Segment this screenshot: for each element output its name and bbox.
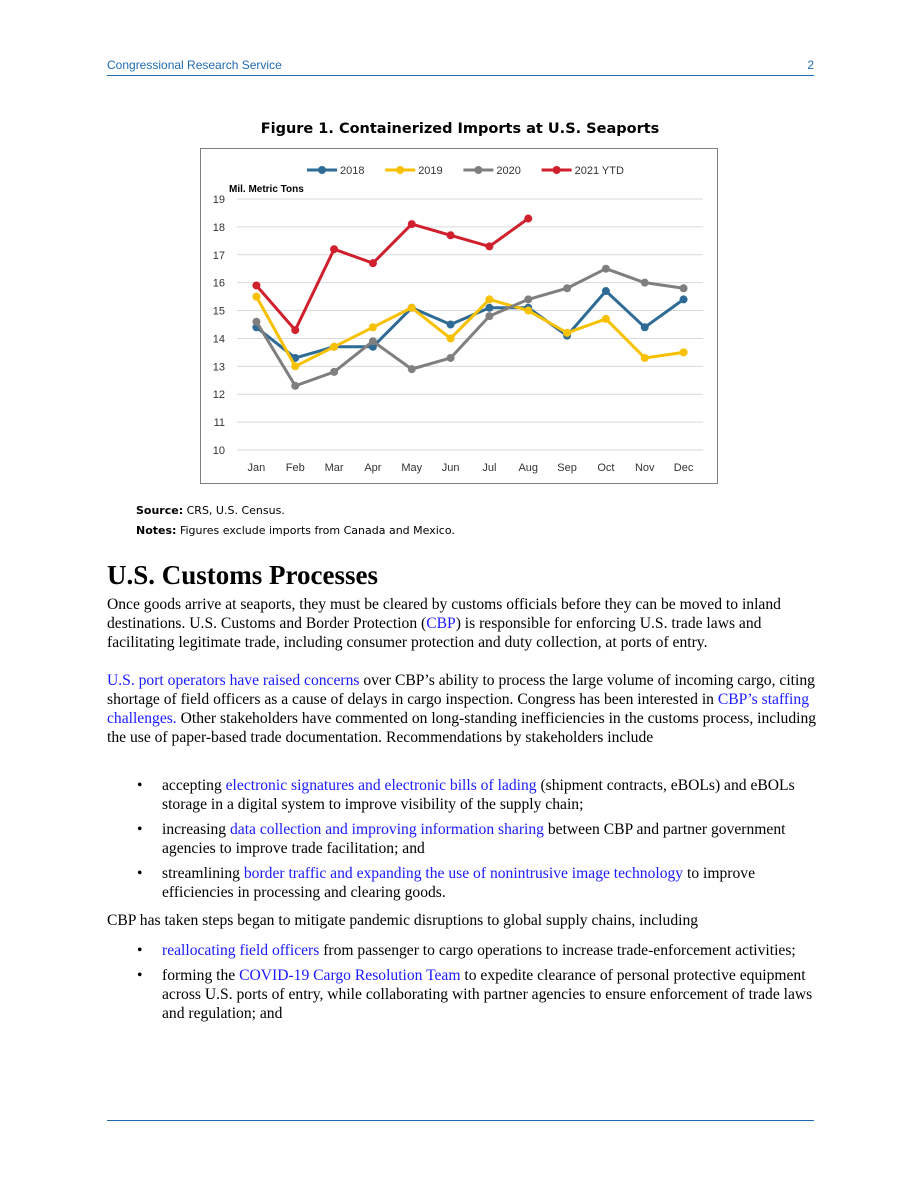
data-point — [447, 231, 455, 239]
p1-text-b: ) is responsible for enforcing U.S. trade laws and facilitating legitimate trade, including consumer protection and duty collection, at ports of entry. — [107, 615, 762, 651]
data-point — [641, 279, 649, 287]
data-point — [447, 334, 455, 342]
line-chart — [201, 149, 717, 483]
link-port-operators-concerns[interactable]: U.S. port operators have raised concerns — [107, 672, 360, 689]
link-cbp-staffing[interactable]: CBP’s staffing challenges. — [107, 691, 809, 727]
link-cbp[interactable]: CBP — [426, 615, 456, 632]
p2-text-a: over CBP’s ability to process the large volume of incoming cargo, citing shortage of field officers as a cause of delays in cargo inspection. Congress has been interested in — [107, 672, 815, 708]
y-tick-label: 11 — [213, 417, 225, 430]
x-tick-label: Nov — [634, 462, 655, 474]
data-point — [485, 295, 493, 303]
data-point — [524, 295, 532, 303]
bullet-pre: streamlining — [162, 865, 244, 882]
list-item — [107, 966, 817, 1023]
data-point — [641, 323, 649, 331]
bullet-marker: • — [137, 777, 143, 794]
legend-label: 2021 YTD — [574, 165, 624, 177]
bullet-post: to improve efficiencies in processing and clearing goods. — [162, 865, 756, 901]
p1-text-a: Once goods arrive at seaports, they must be cleared by customs officials before they can be moved to inland destinations. U.S. Customs and Border Protection ( — [107, 596, 781, 632]
notes-text: Figures exclude imports from Canada and Mexico. — [179, 524, 455, 537]
data-point — [680, 295, 688, 303]
figure-title: Figure 1. Containerized Imports at U.S. Seaports — [260, 121, 660, 137]
bullet-marker: • — [137, 821, 143, 838]
page-header — [107, 58, 814, 76]
footer-rule — [107, 1120, 814, 1121]
data-point — [485, 304, 493, 312]
y-axis-label: Mil. Metric Tons — [229, 184, 304, 195]
figure-source — [136, 504, 285, 517]
bullet-pre: accepting — [162, 777, 226, 794]
data-point — [369, 259, 377, 267]
y-tick-label: 17 — [212, 249, 225, 262]
x-tick-label: Feb — [285, 462, 305, 474]
source-label: Source: — [136, 504, 184, 517]
data-point — [408, 304, 416, 312]
paragraph-1 — [107, 595, 817, 652]
legend-swatch-marker — [474, 166, 482, 174]
bullet-post: from passenger to cargo operations to increase trade-enforcement activities; — [319, 942, 796, 959]
data-point — [524, 215, 532, 223]
x-tick-label: Aug — [518, 462, 539, 474]
x-tick-label: Dec — [673, 462, 694, 474]
link-border-traffic[interactable]: border traffic and expanding the use of nonintrusive image technology — [243, 865, 684, 882]
x-tick-label: Mar — [324, 462, 344, 474]
legend-swatch-marker — [396, 166, 404, 174]
y-tick-label: 18 — [212, 221, 225, 234]
data-point — [485, 242, 493, 250]
data-point — [680, 348, 688, 356]
bullet-pre: increasing — [162, 821, 230, 838]
paragraph-3: CBP has taken steps began to mitigate pandemic disruptions to global supply chains, including — [107, 912, 699, 929]
data-point — [369, 337, 377, 345]
list-item — [107, 820, 817, 858]
link-electronic-signatures[interactable]: electronic signatures and electronic bills of lading — [225, 777, 537, 794]
bullet-marker: • — [137, 865, 143, 882]
section-heading: U.S. Customs Processes — [107, 560, 378, 590]
paragraph-2 — [107, 671, 817, 747]
series-line-2020 — [256, 269, 683, 386]
x-tick-label: May — [401, 462, 423, 474]
x-tick-label: Sep — [557, 462, 577, 474]
data-point — [447, 354, 455, 362]
data-point — [252, 281, 260, 289]
notes-label: Notes: — [136, 524, 177, 537]
data-point — [563, 329, 571, 337]
data-point — [291, 362, 299, 370]
link-data-collection[interactable]: data collection and improving information sharing — [229, 821, 544, 838]
bullet-marker: • — [137, 942, 143, 959]
data-point — [602, 287, 610, 295]
series-line-2018 — [256, 291, 683, 358]
legend-swatch-marker — [318, 166, 326, 174]
link-reallocating-officers[interactable]: reallocating field officers — [162, 942, 320, 959]
bullet-post: to expedite clearance of personal protective equipment across U.S. ports of entry, while collaborating with partner agencies to ensure enforcement of trade laws and regulation; and — [162, 967, 813, 1022]
legend-label: 2019 — [418, 165, 443, 177]
data-point — [408, 220, 416, 228]
y-tick-label: 15 — [212, 305, 225, 318]
x-tick-label: Jun — [441, 462, 460, 474]
recommendations-list — [107, 776, 817, 902]
legend-label: 2018 — [340, 165, 365, 177]
data-point — [330, 245, 338, 253]
data-point — [447, 321, 455, 329]
data-point — [485, 312, 493, 320]
x-tick-label: Jul — [482, 462, 497, 474]
y-tick-label: 12 — [212, 389, 225, 402]
list-item — [107, 776, 817, 814]
data-point — [680, 284, 688, 292]
p2-text-b: Other stakeholders have commented on long-standing inefficiencies in the customs process, including the use of paper-based trade documentation. Recommendations by stakeholders include — [107, 710, 817, 746]
list-item — [107, 941, 817, 960]
data-point — [330, 368, 338, 376]
data-point — [524, 307, 532, 315]
data-point — [408, 365, 416, 373]
data-point — [602, 315, 610, 323]
cbp-steps-list — [107, 941, 817, 1023]
y-tick-label: 16 — [212, 277, 225, 290]
bullet-post: between CBP and partner government agencies to improve trade facilitation; and — [162, 821, 786, 857]
bullet-post: (shipment contracts, eBOLs) and eBOLs storage in a digital system to improve visibility of the supply chain; — [162, 777, 795, 813]
y-tick-label: 10 — [212, 445, 225, 457]
bullet-marker: • — [137, 967, 143, 984]
data-point — [291, 382, 299, 390]
x-tick-label: Jan — [247, 462, 266, 474]
data-point — [369, 323, 377, 331]
chart-container — [200, 148, 718, 484]
data-point — [330, 343, 338, 351]
legend-swatch-marker — [553, 166, 561, 174]
y-tick-label: 13 — [212, 361, 225, 374]
data-point — [602, 265, 610, 273]
x-tick-label: Oct — [597, 462, 615, 474]
link-covid-cargo-team[interactable]: COVID-19 Cargo Resolution Team — [239, 967, 461, 984]
data-point — [291, 326, 299, 334]
data-point — [563, 284, 571, 292]
y-tick-label: 14 — [212, 333, 225, 346]
page-number: 2 — [807, 58, 814, 72]
series-line-2019 — [256, 297, 683, 367]
source-text: CRS, U.S. Census. — [186, 504, 285, 517]
data-point — [641, 354, 649, 362]
y-tick-label: 19 — [212, 194, 225, 206]
legend-label: 2020 — [496, 165, 521, 177]
bullet-pre: forming the — [162, 967, 240, 984]
header-org: Congressional Research Service — [107, 58, 282, 72]
x-tick-label: Apr — [364, 462, 382, 474]
figure-notes — [136, 524, 455, 537]
list-item — [107, 864, 817, 902]
data-point — [252, 293, 260, 301]
data-point — [252, 318, 260, 326]
